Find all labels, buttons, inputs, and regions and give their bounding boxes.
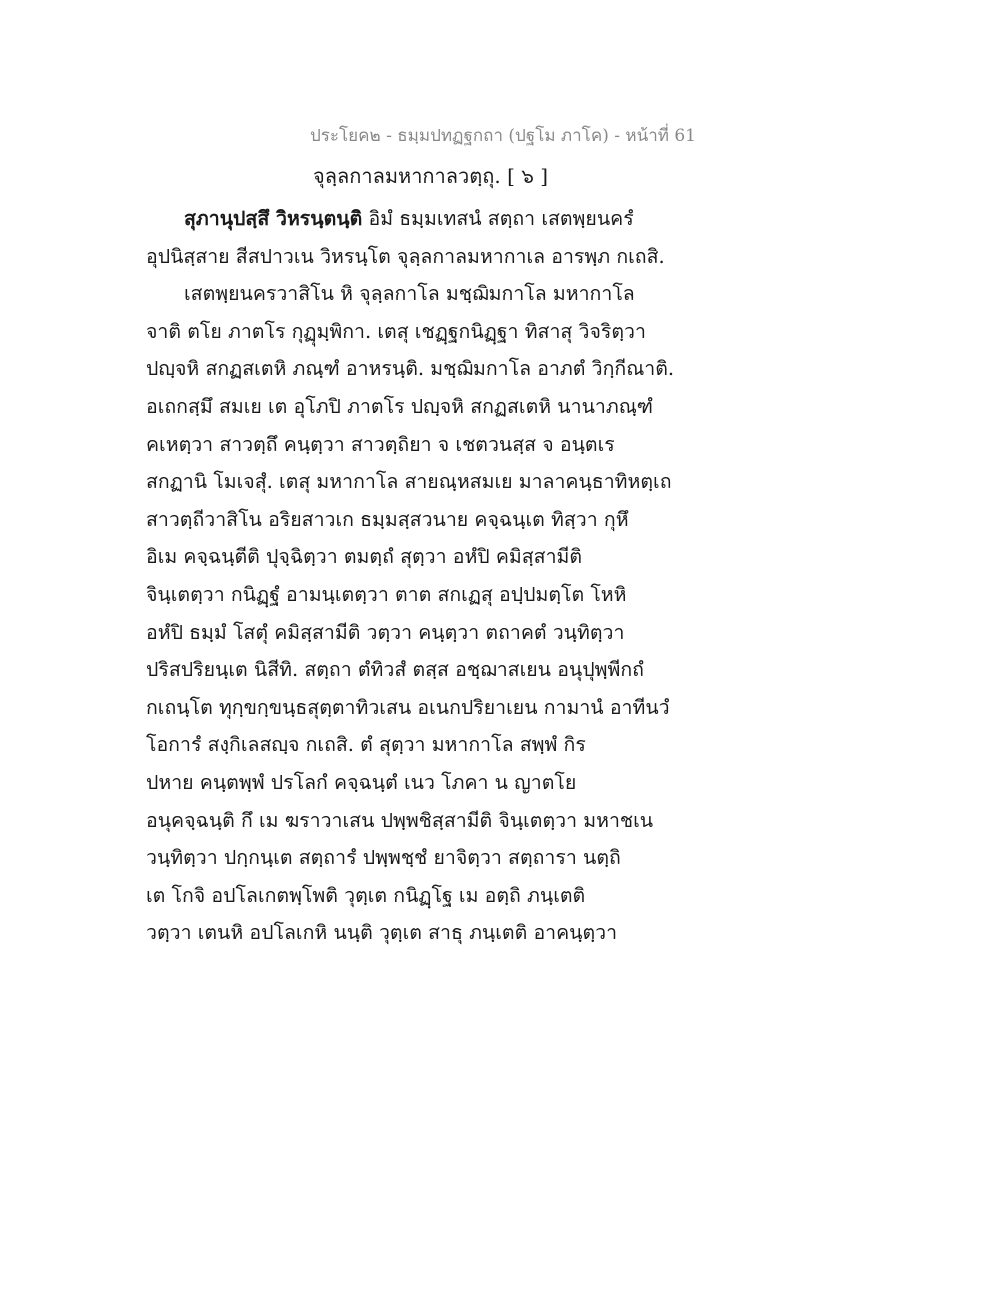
paragraph-2-line: สาวตฺถีวาสิโน อริยสาวเก ธมฺมสฺสวนาย คจฺฉนฺเต ทิสฺวา กุหึ bbox=[146, 507, 629, 531]
paragraph-2-line: ปริสปริยนฺเต นิสีทิ. สตฺถา ตํทิวสํ ตสฺส อชฺฌาสเยน อนุปุพฺพีกถํ bbox=[146, 658, 644, 682]
paragraph-2-line: โอการํ สงฺกิเลสญฺจ กเถสิ. ตํ สุตฺวา มหากาโล สพฺพํ กิร bbox=[146, 733, 586, 757]
paragraph-1-line-1 bbox=[146, 200, 686, 238]
paragraph-1-lead-bold: สุภานุปสฺสึ วิหรนฺตนฺติ bbox=[184, 207, 363, 230]
paragraph-2-line: จินฺเตตฺวา กนิฏฺฐํ อามนฺเตตฺวา ตาต สกเฏสุ อปฺปมตฺโต โหหิ bbox=[146, 582, 627, 606]
paragraph-2-line: กเถนฺโต ทุกฺขกฺขนฺธสุตฺตาทิวเสน อเนกปริยาเยน กามานํ อาทีนวํ bbox=[146, 695, 670, 719]
paragraph-2-line: วตฺวา เตนหิ อปโลเกหิ นนฺติ วุตฺเต สาธุ ภนฺเตติ อาคนฺตฺวา bbox=[146, 921, 618, 945]
paragraph-2-line: จาติ ตโย ภาตโร กุฏุมฺพิกา. เตสุ เชฏฺฐกนิฏฺฐา ทิสาสุ วิจริตฺวา bbox=[146, 319, 646, 343]
paragraph-2-line: ปหาย คนฺตพฺพํ ปรโลกํ คจฺฉนฺตํ เนว โภคา น ญาตโย bbox=[146, 770, 577, 794]
paragraph-2-line: วนฺทิตฺวา ปกฺกนฺเต สตฺถารํ ปพฺพชฺชํ ยาจิตฺวา สตฺถารา นตฺถิ bbox=[146, 846, 621, 870]
body-text bbox=[146, 200, 686, 952]
story-title: จุลฺลกาลมหากาลวตฺถุ. [ ๖ ] bbox=[313, 164, 549, 188]
paragraph-1-line-1-rest: อิมํ ธมฺมเทสนํ สตฺถา เสตพฺยนครํ bbox=[362, 207, 634, 230]
paragraph-2-line: เต โกจิ อปโลเกตพฺโพติ วุตฺเต กนิฏฺโฐ เม อตฺถิ ภนฺเตติ bbox=[146, 883, 586, 907]
paragraph-1-line-2: อุปนิสฺสาย สีสปาวเน วิหรนฺโต จุลฺลกาลมหากาเล อารพฺภ กเถสิ. bbox=[146, 244, 665, 268]
paragraph-2-line: อิเม คจฺฉนฺตีติ ปุจฺฉิตฺวา ตมตฺถํ สุตฺวา อหํปิ คมิสฺสามีติ bbox=[146, 545, 583, 569]
paragraph-2-line: คเหตฺวา สาวตฺถึ คนฺตฺวา สาวตฺถิยา จ เชตวนสฺส จ อนฺตเร bbox=[146, 432, 615, 456]
paragraph-2-line: อหํปิ ธมฺมํ โสตุํ คมิสฺสามีติ วตฺวา คนฺตฺวา ตถาคตํ วนฺทิตฺวา bbox=[146, 620, 625, 644]
paragraph-2-line: ปญฺจหิ สกฏสเตหิ ภณฺฑํ อาหรนฺติ. มชฺฌิมกาโล อาภตํ วิกฺกีณาติ. bbox=[146, 357, 675, 381]
paragraph-2-line: เสตพฺยนครวาสิโน หิ จุลฺลกาโล มชฺฌิมกาโล มหากาโล bbox=[184, 282, 635, 306]
paragraph-2-line: อเถกสฺมึ สมเย เต อุโภปิ ภาตโร ปญฺจหิ สกฏสเตหิ นานาภณฺฑํ bbox=[146, 394, 653, 418]
running-header: ประโยค๒ - ธมฺมปทฏฐกถา (ปฐโม ภาโค) - หน้าที่ 61 bbox=[310, 126, 696, 146]
paragraph-2-line: อนุคจฺฉนฺติ กึ เม ฆราวาเสน ปพฺพชิสฺสามีติ จินฺเตตฺวา มหาชเน bbox=[146, 808, 654, 832]
paragraph-2-line: สกฏานิ โมเจสุํ. เตสุ มหากาโล สายณฺหสมเย มาลาคนฺธาทิหตฺเถ bbox=[146, 470, 672, 494]
